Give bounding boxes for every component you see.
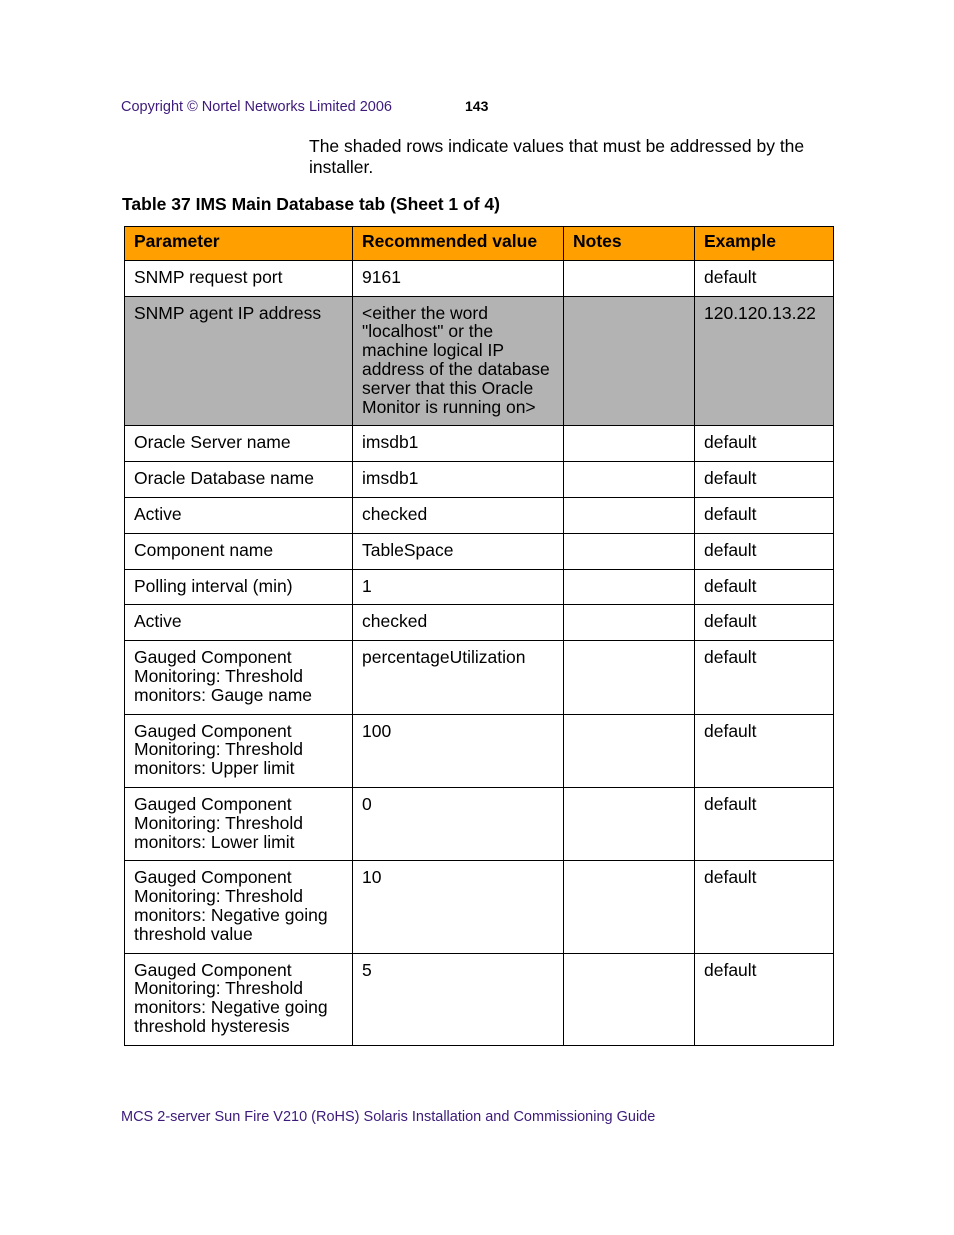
cell-example: default <box>695 260 834 296</box>
cell-example: default <box>695 861 834 953</box>
cell-parameter: Component name <box>125 533 353 569</box>
parameters-table <box>124 226 834 1046</box>
cell-notes <box>564 296 695 426</box>
cell-recommended-value: 10 <box>353 861 564 953</box>
cell-example: default <box>695 533 834 569</box>
cell-parameter: Gauged Component Monitoring: Threshold monitors: Gauge name <box>125 641 353 714</box>
cell-parameter: Polling interval (min) <box>125 569 353 605</box>
cell-parameter: Active <box>125 605 353 641</box>
cell-example: default <box>695 714 834 787</box>
table-body <box>125 260 834 1045</box>
cell-recommended-value: <either the word "localhost" or the machine logical IP address of the database server that this Oracle Monitor is running on> <box>353 296 564 426</box>
cell-recommended-value: 9161 <box>353 260 564 296</box>
table-row <box>125 605 834 641</box>
table-header-row <box>125 227 834 261</box>
cell-parameter: Gauged Component Monitoring: Threshold monitors: Negative going threshold hysteresis <box>125 953 353 1045</box>
table-row <box>125 714 834 787</box>
cell-notes <box>564 569 695 605</box>
cell-recommended-value: 5 <box>353 953 564 1045</box>
intro-paragraph: The shaded rows indicate values that must be addressed by the installer. <box>309 136 805 177</box>
cell-notes <box>564 641 695 714</box>
cell-example: 120.120.13.22 <box>695 296 834 426</box>
cell-example: default <box>695 787 834 860</box>
cell-recommended-value: TableSpace <box>353 533 564 569</box>
column-header-notes: Notes <box>564 227 695 261</box>
cell-recommended-value: imsdb1 <box>353 462 564 498</box>
cell-example: default <box>695 426 834 462</box>
cell-example: default <box>695 953 834 1045</box>
cell-recommended-value: 0 <box>353 787 564 860</box>
cell-parameter: SNMP request port <box>125 260 353 296</box>
column-header-recommended-value: Recommended value <box>353 227 564 261</box>
cell-example: default <box>695 605 834 641</box>
cell-notes <box>564 787 695 860</box>
table-row <box>125 533 834 569</box>
column-header-parameter: Parameter <box>125 227 353 261</box>
table-row <box>125 497 834 533</box>
table-row <box>125 296 834 426</box>
cell-parameter: Gauged Component Monitoring: Threshold monitors: Upper limit <box>125 714 353 787</box>
cell-recommended-value: 100 <box>353 714 564 787</box>
cell-recommended-value: checked <box>353 497 564 533</box>
cell-example: default <box>695 497 834 533</box>
cell-notes <box>564 605 695 641</box>
cell-notes <box>564 953 695 1045</box>
cell-notes <box>564 426 695 462</box>
table-row <box>125 787 834 860</box>
cell-parameter: Gauged Component Monitoring: Threshold monitors: Lower limit <box>125 787 353 860</box>
footer-guide-title: MCS 2-server Sun Fire V210 (RoHS) Solaris Installation and Commissioning Guide <box>121 1109 656 1125</box>
cell-example: default <box>695 569 834 605</box>
cell-recommended-value: 1 <box>353 569 564 605</box>
table-row <box>125 953 834 1045</box>
cell-recommended-value: imsdb1 <box>353 426 564 462</box>
cell-notes <box>564 533 695 569</box>
cell-notes <box>564 861 695 953</box>
cell-example: default <box>695 641 834 714</box>
cell-recommended-value: checked <box>353 605 564 641</box>
cell-parameter: Active <box>125 497 353 533</box>
table-row <box>125 641 834 714</box>
cell-recommended-value: percentageUtilization <box>353 641 564 714</box>
table-row <box>125 260 834 296</box>
table-caption: Table 37 IMS Main Database tab (Sheet 1 of 4) <box>122 194 500 214</box>
table-row <box>125 569 834 605</box>
table-row <box>125 426 834 462</box>
cell-parameter: Oracle Server name <box>125 426 353 462</box>
cell-parameter: Gauged Component Monitoring: Threshold monitors: Negative going threshold value <box>125 861 353 953</box>
cell-example: default <box>695 462 834 498</box>
cell-parameter: SNMP agent IP address <box>125 296 353 426</box>
cell-notes <box>564 714 695 787</box>
table-row <box>125 462 834 498</box>
cell-notes <box>564 260 695 296</box>
page-number: 143 <box>465 98 489 114</box>
copyright-notice: Copyright © Nortel Networks Limited 2006 <box>121 99 392 115</box>
table-row <box>125 861 834 953</box>
column-header-example: Example <box>695 227 834 261</box>
cell-notes <box>564 462 695 498</box>
cell-parameter: Oracle Database name <box>125 462 353 498</box>
cell-notes <box>564 497 695 533</box>
